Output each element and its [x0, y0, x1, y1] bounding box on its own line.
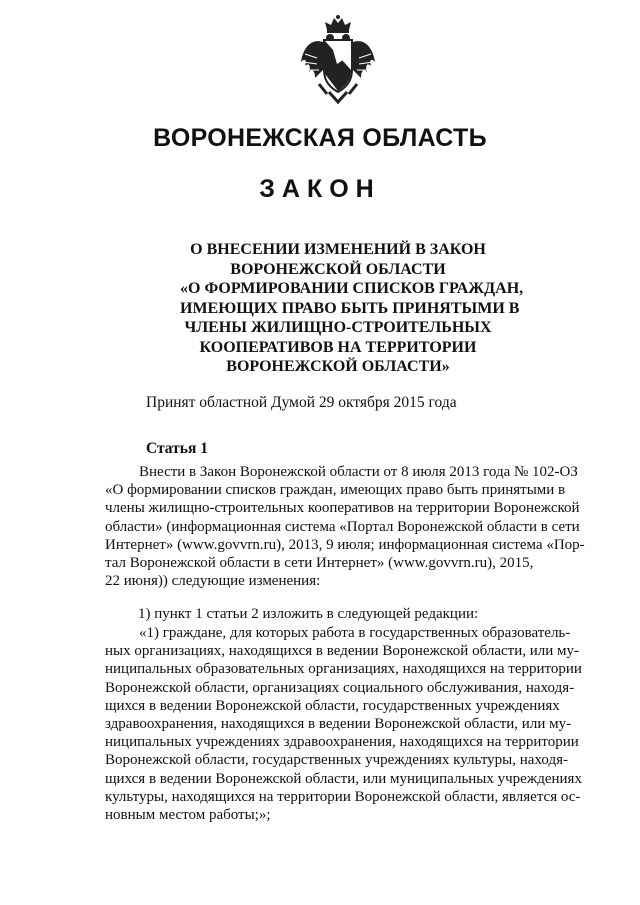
paragraph-line: тал Воронежской области в сети Интернет» (www.govvrn.ru), 2015, — [105, 555, 534, 572]
quote-line: Воронежской области, государственных учреждениях культуры, находя- — [105, 752, 568, 769]
item-1-heading: 1) пункт 1 статьи 2 изложить в следующей редакции: — [138, 606, 479, 622]
article-title: Статья 1 — [146, 440, 208, 457]
quote-line: щихся в ведении Воронежской области, государственных учреждениях — [105, 697, 560, 714]
coat-of-arms-emblem — [297, 14, 379, 106]
subject-line: «О ФОРМИРОВАНИИ СПИСКОВ ГРАЖДАН, — [180, 280, 524, 297]
subject-line: ЧЛЕНЫ ЖИЛИЩНО-СТРОИТЕЛЬНЫХ — [184, 319, 492, 336]
paragraph-line: Интернет» (www.govvrn.ru), 2013, 9 июля; информационная система «Пор- — [105, 536, 585, 553]
subject-line: ВОРОНЕЖСКОЙ ОБЛАСТИ» — [226, 358, 450, 375]
subject-line: КООПЕРАТИВОВ НА ТЕРРИТОРИИ — [199, 338, 477, 356]
paragraph-line: 22 июня)) следующие изменения: — [105, 573, 321, 590]
adoption-date: Принят областной Думой 29 октября 2015 года — [146, 394, 457, 411]
crown-icon — [325, 15, 351, 33]
quote-line: новным местом работы;»; — [105, 807, 271, 824]
subject-line: ВОРОНЕЖСКОЙ ОБЛАСТИ — [230, 260, 446, 278]
region-title: ВОРОНЕЖСКАЯ ОБЛАСТЬ — [153, 124, 487, 152]
article-paragraph — [105, 463, 605, 590]
quote-line: культуры, находящихся на территории Воронежской области, является ос- — [105, 788, 581, 805]
paragraph-line: «О формировании списков граждан, имеющих право быть принятыми в — [105, 482, 566, 499]
quote-line: щихся в ведении Воронежской области, или муниципальных учреждениях — [105, 770, 582, 787]
law-title: ЗАКОН — [259, 175, 381, 203]
subject-line: ИМЕЮЩИХ ПРАВО БЫТЬ ПРИНЯТЫМИ В — [180, 299, 520, 317]
quote-line: ниципальных учреждениях здравоохранения, находящихся на территории — [105, 734, 579, 751]
paragraph-line: области» (информационная система «Портал Воронежской области в сети — [105, 518, 580, 535]
paragraph-line: Внести в Закон Воронежской области от 8 июля 2013 года № 102-ОЗ — [139, 464, 578, 480]
document-subject — [180, 240, 524, 377]
quote-line: ных организациях, находящихся в ведении Воронежской области, или му- — [105, 643, 579, 660]
quote-line: ниципальных образовательных организациях, находящихся на территории — [105, 661, 582, 678]
quote-line: здравоохранения, находящихся в ведении Воронежской области, или му- — [105, 716, 572, 733]
quote-line: «1) граждане, для которых работа в государственных образователь- — [139, 625, 571, 641]
quoted-amendment — [105, 624, 605, 824]
subject-line: О ВНЕСЕНИИ ИЗМЕНЕНИЙ В ЗАКОН — [190, 241, 486, 258]
paragraph-line: члены жилищно-строительных кооперативов на территории Воронежской — [105, 500, 580, 517]
quote-line: Воронежской области, организациях социального обслуживания, находя- — [105, 679, 575, 696]
